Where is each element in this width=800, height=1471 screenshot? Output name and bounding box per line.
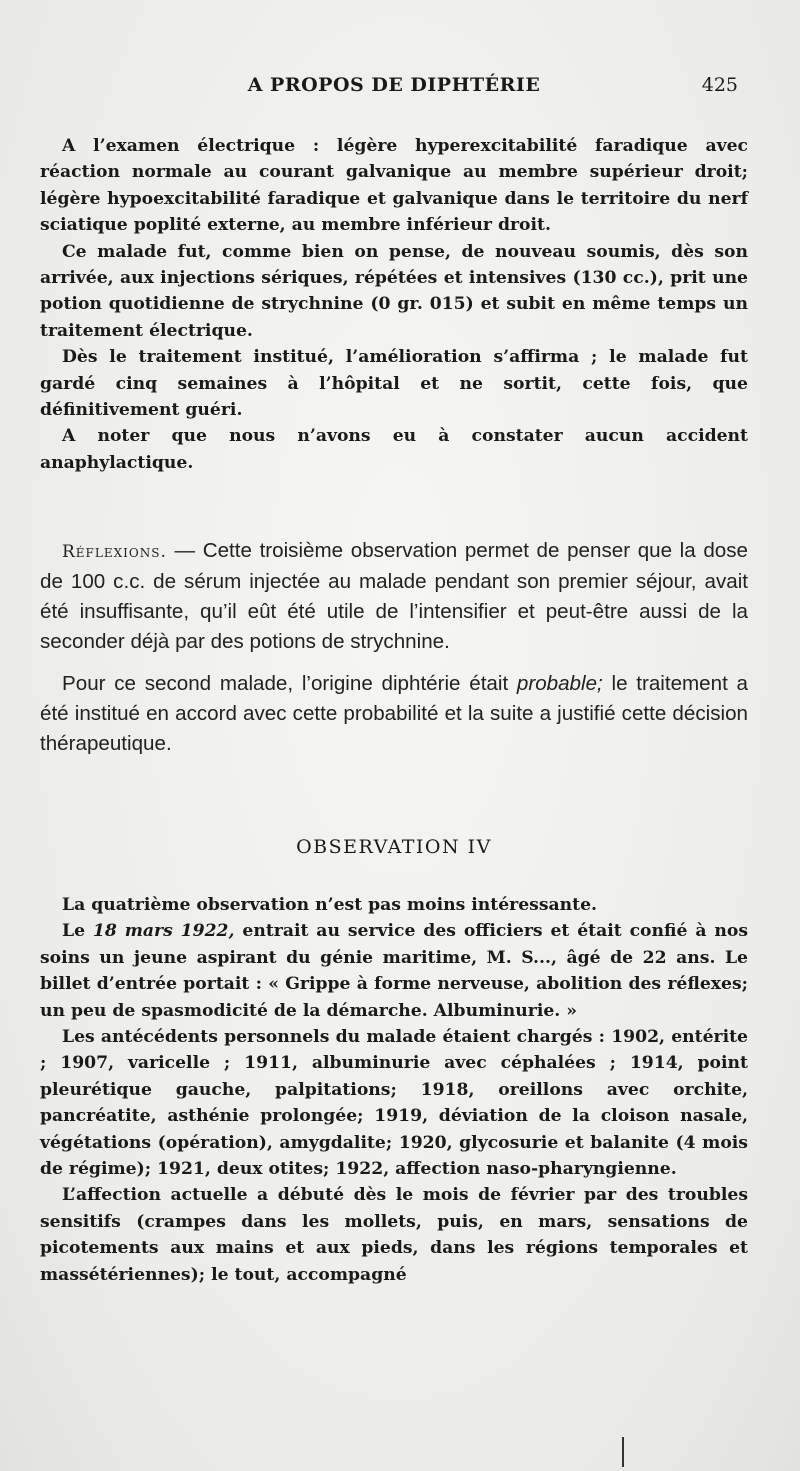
paragraph: Ce malade fut, comme bien on pense, de nouveau soumis, dès son arrivée, aux injections sériques, répétées et intensives (130 cc.), prit une potion quotidienne de strychnine (0 gr. 015) et subit en même temps un traitement électrique. [40,241,748,341]
section-reflexions [40,536,748,759]
text-run: — Cette troisième observation permet de penser que la dose de 100 c.c. de sérum injectée au malade pendant son premier séjour, avait été insuffisante, qu’il eût été utile de l’intensifier et peut-être aussi de la seconder déjà par des potions de strychnine. [40,539,748,653]
paragraph [40,918,748,1024]
text-run: le traitement a été institué en accord avec cette probabilité et la suite a justifié cette décision thérapeutique. [40,672,748,755]
observation-heading: OBSERVATION IV [296,836,492,858]
paragraph: Les antécédents personnels du malade étaient chargés : 1902, entérite ; 1907, varicelle ; 1911, albuminurie avec céphalées ; 1914, point pleurétique gauche, palpitations; 1918, oreillons avec orchite, pancréatite, asthénie prolongée; 1919, déviation de la cloison nasale, végétations (opération), amygdalite; 1920, glycosurie et balanite (4 mois de régime); 1921, deux otites; 1922, affection naso-pharyngienne. [40,1027,748,1180]
paragraph: L’affection actuelle a débuté dès le mois de février par des troubles sensitifs (crampes dans les mollets, puis, en mars, sensations de picotements aux mains et aux pieds, dans les régions temporales et massétériennes); le tout, accompagné [40,1185,748,1285]
paragraph: La quatrième observation n’est pas moins intéressante. [62,895,598,915]
emphasis: probable; [516,672,603,695]
paragraph: A l’examen électrique : légère hyperexcitabilité faradique avec réaction normale au courant galvanique au membre supérieur droit; légère hypoexcitabilité faradique et galvanique dans le territoire du nerf sciatique poplité externe, au membre inférieur droit. [40,136,748,236]
paragraph [40,536,748,657]
page-number: 425 [701,74,738,96]
paragraph: Dès le traitement institué, l’amélioration s’affirma ; le malade fut gardé cinq semaines à l’hôpital et ne sortit, cette fois, que définitivement guéri. [40,347,748,421]
paragraph [40,669,748,759]
running-head [40,74,748,102]
section-electrical-exam [40,133,748,476]
page-edge-mark [622,1437,624,1467]
paragraph: A noter que nous n’avons eu à constater aucun accident anaphylactique. [40,426,748,473]
text-run: Le [62,921,93,942]
date-emphasis: 18 mars 1922, [92,921,235,942]
section-observation-iv [40,892,748,1288]
reflexions-label: Réflexions. [62,542,167,562]
running-title: A PROPOS DE DIPHTÉRIE [247,74,541,96]
text-run: Pour ce second malade, l’origine diphtérie était [62,672,517,695]
text-run: entrait au service des officiers et était confié à nos soins un jeune aspirant du génie maritime, M. S..., âgé de 22 ans. Le billet d’entrée portait : « Grippe à forme nerveuse, abolition des réflexes; un peu de spasmodicité de la démarche. Albuminurie. » [40,921,748,1021]
